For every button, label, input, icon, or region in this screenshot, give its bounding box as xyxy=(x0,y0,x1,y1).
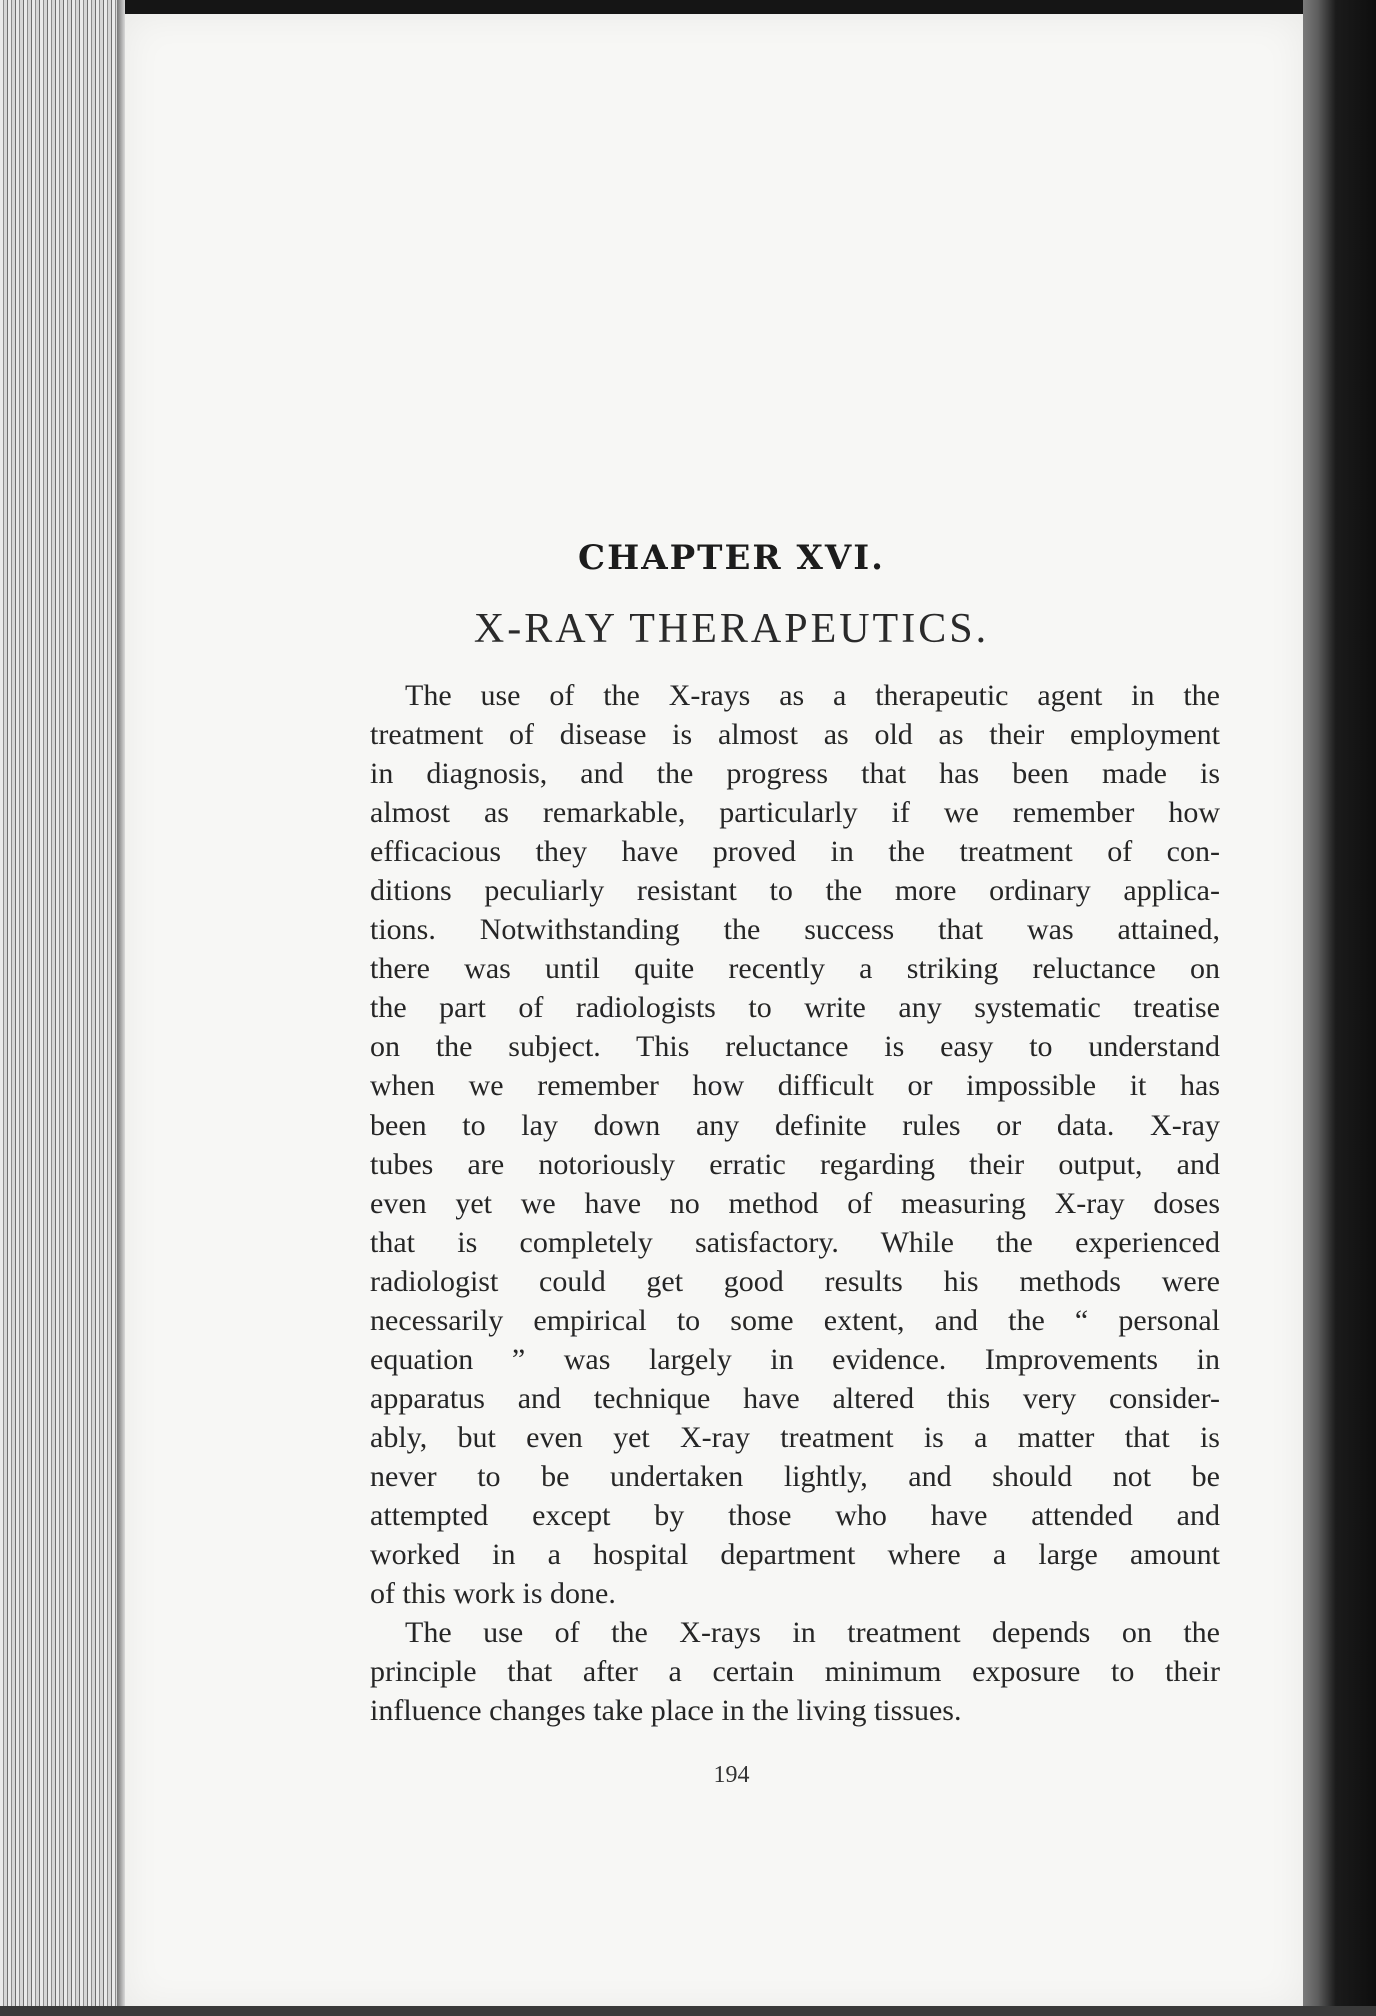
page-number: 194 xyxy=(713,1762,750,1788)
text-line: that is completely satisfactory. While the experienced xyxy=(370,1225,1220,1259)
text-line: The use of the X-rays as a therapeutic agent in the xyxy=(405,679,1220,712)
scan-bottom-edge xyxy=(0,2006,1376,2016)
text-line: of this work is done. xyxy=(370,1577,616,1611)
scan-top-edge xyxy=(0,0,1376,14)
text-line: treatment of disease is almost as old as their employment xyxy=(370,718,1220,752)
text-line: ably, but even yet X-ray treatment is a matter that is xyxy=(370,1420,1220,1454)
text-line: tions. Notwithstanding the success that was attained, xyxy=(370,913,1220,947)
page-edges-left xyxy=(0,0,125,2016)
paragraph-2 xyxy=(370,1613,1220,1730)
text-line: the part of radiologists to write any systematic treatise xyxy=(370,991,1220,1025)
text-line: there was until quite recently a striking reluctance on xyxy=(370,952,1220,986)
text-line: ditions peculiarly resistant to the more ordinary applica- xyxy=(370,874,1220,908)
text-line: attempted except by those who have attended and xyxy=(370,1498,1220,1532)
text-line: almost as remarkable, particularly if we remember how xyxy=(370,796,1220,830)
text-line: equation ” was largely in evidence. Improvements in xyxy=(370,1342,1220,1376)
paragraph-1 xyxy=(370,676,1220,1613)
chapter-title: X-RAY THERAPEUTICS. xyxy=(473,606,990,652)
text-line: on the subject. This reluctance is easy to understand xyxy=(370,1030,1220,1064)
text-line: principle that after a certain minimum exposure to their xyxy=(370,1655,1220,1689)
text-line: apparatus and technique have altered this very consider- xyxy=(370,1381,1220,1415)
body-text xyxy=(370,676,1220,1730)
binding-edge-right xyxy=(1303,0,1376,2016)
text-line: efficacious they have proved in the treatment of con- xyxy=(370,835,1220,869)
text-line: never to be undertaken lightly, and should not be xyxy=(370,1459,1220,1493)
text-line: influence changes take place in the living tissues. xyxy=(370,1694,962,1728)
text-line: radiologist could get good results his methods were xyxy=(370,1264,1220,1298)
text-line: necessarily empirical to some extent, and the “ personal xyxy=(370,1303,1220,1337)
chapter-number: CHAPTER XVI. xyxy=(578,538,885,578)
text-line: when we remember how difficult or impossible it has xyxy=(370,1069,1220,1103)
text-line: The use of the X-rays in treatment depends on the xyxy=(405,1616,1220,1650)
text-line: in diagnosis, and the progress that has been made is xyxy=(370,757,1220,791)
text-line: even yet we have no method of measuring X-ray doses xyxy=(370,1186,1220,1220)
text-line: been to lay down any definite rules or data. X-ray xyxy=(370,1108,1220,1142)
text-line: worked in a hospital department where a large amount xyxy=(370,1538,1220,1572)
text-line: tubes are notoriously erratic regarding their output, and xyxy=(370,1147,1220,1181)
